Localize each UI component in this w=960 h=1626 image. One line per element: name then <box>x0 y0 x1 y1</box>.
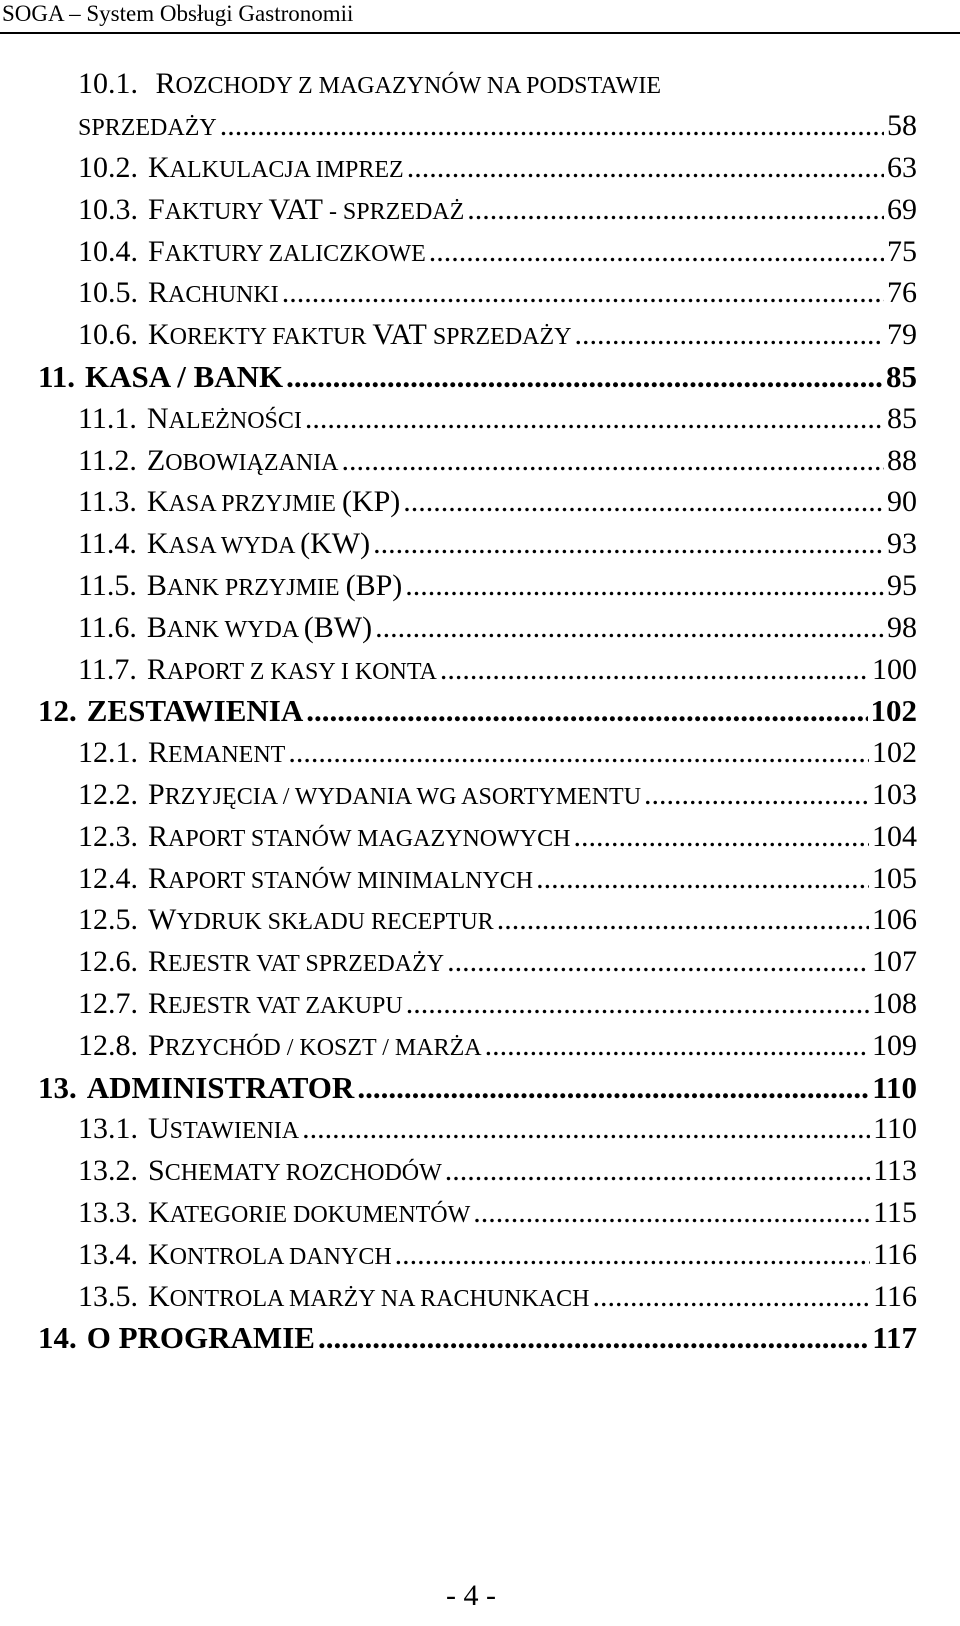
toc-entry-title-cap: F <box>148 234 165 268</box>
toc-entry-title-cap: R <box>148 987 169 1020</box>
toc-entry[interactable] <box>78 397 917 441</box>
toc-entry-title-rest: EJESTR VAT ZAKUPU <box>168 993 403 1019</box>
toc-entry-title-cap: K <box>148 318 170 352</box>
toc-entry-number: 11.3. <box>78 485 137 519</box>
toc-entry-title-cap: Z <box>146 443 166 477</box>
toc-entry[interactable] <box>78 188 917 232</box>
toc-entry-number: 11.1. <box>78 401 137 435</box>
toc-entry-title-rest: ATEGORIE DOKUMENTÓW <box>169 1202 471 1228</box>
toc-page-number: 110 <box>872 1069 917 1105</box>
toc-entry[interactable] <box>78 1233 917 1277</box>
toc-leader-dots <box>497 898 869 942</box>
toc-leader-dots <box>318 1316 869 1360</box>
toc-entry[interactable] <box>38 689 917 733</box>
toc-page-number: 95 <box>887 569 917 602</box>
toc-page-number: 110 <box>873 1112 917 1146</box>
toc-entry-title <box>148 815 570 861</box>
toc-entry-title-cap: R <box>155 67 176 100</box>
toc-entry-title-rest: SPRZEDAŻY <box>426 324 572 351</box>
toc-leader-dots <box>485 1024 869 1068</box>
toc-entry-title <box>148 1233 392 1279</box>
toc-leader-dots <box>282 271 884 315</box>
toc-entry-number: 11. <box>38 359 76 394</box>
toc-entry-title-rest: ASA WYDA <box>168 533 301 560</box>
toc-leader-dots <box>342 439 884 483</box>
toc-entry[interactable] <box>78 773 917 817</box>
toc-page-number: 103 <box>872 778 917 811</box>
toc-page-number: 109 <box>872 1028 917 1062</box>
toc-entry-title-rest: ASA PRZYJMIE <box>168 491 342 518</box>
toc-entry-title-rest: ALKULACJA IMPREZ <box>169 157 404 183</box>
toc-entry[interactable] <box>38 1066 917 1110</box>
toc-entry[interactable] <box>78 564 917 608</box>
toc-leader-dots <box>375 606 884 650</box>
toc-page-number: 104 <box>872 819 917 853</box>
toc-entry[interactable] <box>78 439 917 483</box>
toc-entry-title-cap: K <box>148 1196 170 1229</box>
toc-entry[interactable] <box>78 648 917 692</box>
toc-entry-number: 13.3. <box>78 1196 138 1229</box>
toc-page-number: 69 <box>887 192 917 226</box>
toc-entry-number: 10.2. <box>78 151 138 184</box>
toc-leader-dots <box>406 982 869 1026</box>
toc-entry-title <box>147 648 437 694</box>
toc-leader-dots <box>467 188 884 232</box>
toc-entry-title-rest: ACHUNKI <box>168 282 279 309</box>
toc-entry-number: 12.1. <box>78 736 138 770</box>
toc-entry-number: 10.4. <box>78 234 138 268</box>
toc-entry-number: 11.2. <box>78 443 137 477</box>
toc-entry-title <box>148 898 494 944</box>
toc-entry[interactable] <box>78 480 917 524</box>
toc-entry-title-rest: STAWIENIA <box>169 1118 300 1145</box>
toc-entry[interactable] <box>78 522 917 566</box>
toc-page-number: 107 <box>872 945 917 979</box>
toc-entry[interactable] <box>78 1107 917 1151</box>
toc-entry-title-cap: R <box>146 652 167 686</box>
toc-entry-title-rest: EMANENT <box>168 742 286 769</box>
toc-entry[interactable] <box>38 355 917 399</box>
toc-entry-number: 13.2. <box>78 1154 138 1188</box>
toc-entry-number: 12.8. <box>78 1028 138 1062</box>
toc-entry-title: ZESTAWIENIA <box>86 693 304 729</box>
toc-entry-title-cap: N <box>146 401 169 435</box>
toc-entry-title-rest: ONTROLA DANYCH <box>169 1243 392 1270</box>
toc-entry-title <box>147 564 402 610</box>
toc-leader-dots <box>302 1107 870 1151</box>
toc-entry-title: O PROGRAMIE <box>86 1320 315 1356</box>
toc-entry[interactable] <box>78 731 917 775</box>
toc-page-number: 116 <box>873 1279 917 1313</box>
toc-page-number: 90 <box>887 485 917 519</box>
toc-entry[interactable] <box>78 230 917 274</box>
toc-entry-number: 10.1. <box>78 67 138 100</box>
toc-entry-title-rest: AKTURY <box>164 198 269 225</box>
toc-leader-dots <box>473 1191 870 1235</box>
toc-entry-title-rest: ANK PRZYJMIE <box>166 575 346 601</box>
toc-page-number: 100 <box>872 652 917 686</box>
toc-entry-title <box>148 1191 470 1237</box>
toc-entry[interactable] <box>78 982 917 1026</box>
toc-entry-title-cap: R <box>148 945 169 979</box>
toc-entry-number: 12.4. <box>78 861 138 895</box>
toc-leader-dots <box>575 313 885 357</box>
toc-entry-title-cap: F <box>148 192 165 226</box>
toc-entry-title-cap: K <box>146 485 169 519</box>
toc-entry-title-rest: APORT STANÓW MAGAZYNOWYCH <box>168 825 571 852</box>
toc-leader-dots <box>592 1275 870 1319</box>
toc-leader-dots <box>447 940 869 984</box>
toc-entry-title-cap: (BW) <box>303 610 373 644</box>
toc-page-number: 116 <box>873 1237 917 1271</box>
toc-entry-title-rest: EJESTR VAT SPRZEDAŻY <box>168 951 445 978</box>
toc-entry[interactable] <box>78 815 917 859</box>
toc-entry-title <box>148 1149 442 1195</box>
toc-entry-title-cap: K <box>148 1279 170 1313</box>
toc-entry-title-cap: (KP) <box>341 485 401 519</box>
toc-leader-dots <box>395 1233 870 1277</box>
toc-entry[interactable] <box>78 1149 917 1193</box>
toc-entry-title-rest: OREKTY FAKTUR <box>169 324 373 351</box>
toc-entry-title <box>148 146 404 192</box>
toc-entry-number: 11.6. <box>78 610 137 644</box>
toc-entry-title <box>148 1024 482 1070</box>
toc-entry-title-cap: S <box>148 1154 165 1188</box>
toc-leader-dots <box>288 731 869 775</box>
toc-entry-title-rest: RZYCHÓD / KOSZT / MARŻA <box>164 1034 482 1061</box>
toc-entry-title <box>148 731 285 777</box>
toc-entry-10-1-line1 <box>78 62 661 108</box>
toc-entry-title-cap: R <box>148 276 169 310</box>
toc-entry-title-cap: B <box>146 569 167 602</box>
toc-entry-title <box>148 230 426 276</box>
toc-entry-number: 13.1. <box>78 1112 138 1146</box>
toc-page-number: 63 <box>887 151 917 184</box>
toc-entry-number: 12.6. <box>78 945 138 979</box>
toc-leader-dots <box>373 522 884 566</box>
toc-entry-title <box>147 522 370 568</box>
toc-entry-title-cap: VAT <box>372 318 427 352</box>
toc-leader-dots <box>429 230 884 274</box>
toc-entry-number: 10.5. <box>78 276 138 310</box>
toc-leader-dots <box>644 773 869 817</box>
toc-entry[interactable] <box>78 940 917 984</box>
toc-page-number: 102 <box>872 736 917 770</box>
toc-page-number: 79 <box>887 318 917 352</box>
toc-entry-number: 12.7. <box>78 987 138 1020</box>
toc-entry-title <box>147 439 339 485</box>
toc-page-number: 85 <box>887 401 917 435</box>
toc-entry-title-rest: ONTROLA MARŻY NA RACHUNKACH <box>169 1285 590 1312</box>
toc-entry-title-cap: R <box>148 861 169 895</box>
toc-entry-title-cap: B <box>146 610 167 644</box>
toc-leader-dots <box>440 648 869 692</box>
toc-page-number: 98 <box>887 610 917 644</box>
toc-entry-title-continued: SPRZEDAŻY <box>78 115 217 141</box>
toc-entry-10-1-line2[interactable] <box>78 104 917 148</box>
toc-entry-number: 13.4. <box>78 1237 138 1271</box>
toc-entry-title-cap: R <box>148 819 169 853</box>
toc-entry-title-cap: K <box>148 151 170 184</box>
toc-entry-title <box>148 982 403 1028</box>
toc-leader-dots <box>305 397 884 441</box>
footer-page-number: - 4 - <box>446 1579 496 1612</box>
toc-page-number: 106 <box>872 903 917 937</box>
toc-entry[interactable] <box>78 1191 917 1235</box>
toc-page-number: 113 <box>873 1154 917 1188</box>
toc-page-number: 85 <box>886 359 917 394</box>
toc-entry[interactable] <box>78 146 917 190</box>
toc-entry-title: KASA / BANK <box>85 359 284 394</box>
toc-page-number: 115 <box>873 1196 917 1229</box>
toc-entry-title-rest: RZYJĘCIA / WYDANIA WG ASORTYMENTU <box>164 784 642 810</box>
toc-entry-title <box>148 940 444 986</box>
toc-page-number: 88 <box>887 443 917 477</box>
toc-page-number: 75 <box>887 234 917 268</box>
toc-leader-dots <box>403 480 884 524</box>
toc-entry-title <box>148 271 279 317</box>
toc-leader-dots <box>357 1066 869 1110</box>
toc-leader-dots <box>306 689 867 733</box>
toc-entry-title-rest: ALEŻNOŚCI <box>168 407 302 434</box>
toc-leader-dots <box>536 857 869 901</box>
toc-leader-dots <box>220 104 884 148</box>
toc-entry-number: 12.2. <box>78 778 138 811</box>
toc-entry-title-rest: YDRUK SKŁADU RECEPTUR <box>176 909 494 936</box>
toc-entry[interactable] <box>78 271 917 315</box>
toc-entry-title <box>148 857 533 903</box>
toc-entry-number: 11.5. <box>78 569 137 602</box>
toc-entry-title-rest: OBOWIĄZANIA <box>165 449 339 476</box>
toc-entry-title-cap: (KW) <box>300 527 371 561</box>
toc-entry-title-rest: AKTURY ZALICZKOWE <box>164 240 426 267</box>
toc-entry-title-cap: K <box>148 1237 170 1271</box>
toc-entry-number: 12.5. <box>78 903 138 937</box>
toc-entry-title <box>147 397 302 443</box>
toc-entry-title-cap: K <box>146 527 169 561</box>
toc-entry-number: 13. <box>38 1069 77 1105</box>
toc-entry[interactable] <box>38 1316 917 1360</box>
toc-entry[interactable] <box>78 857 917 901</box>
toc-page-number: 117 <box>872 1320 917 1356</box>
toc-entry-title <box>148 1107 299 1153</box>
toc-page-number: 76 <box>887 276 917 310</box>
toc-leader-dots <box>405 564 884 608</box>
toc-entry-number: 12. <box>38 693 77 729</box>
toc-entry-title-cap: (BP) <box>345 569 403 602</box>
toc-entry-number: 11.7. <box>78 652 137 686</box>
toc-entry-number: 10.6. <box>78 318 138 352</box>
toc-entry[interactable] <box>78 606 917 650</box>
toc-entry-title-rest: APORT Z KASY I KONTA <box>166 658 437 685</box>
toc-page-number: 93 <box>887 527 917 561</box>
toc-leader-dots <box>445 1149 870 1193</box>
toc-entry-title <box>148 188 464 234</box>
toc-entry-title-cap: P <box>148 778 165 811</box>
toc-entry-title <box>148 773 641 819</box>
toc-entry-title-rest: CHEMATY ROZCHODÓW <box>164 1160 442 1187</box>
toc-entry[interactable] <box>78 1024 917 1068</box>
toc-entry-title-cap: U <box>148 1112 170 1146</box>
toc-entry-title-cap: W <box>148 903 177 937</box>
page-footer <box>0 1576 960 1616</box>
header-title: SOGA – System Obsługi Gastronomii <box>2 1 354 26</box>
toc-entry-number: 12.3. <box>78 819 138 853</box>
toc-entry-title-cap: R <box>148 736 169 770</box>
toc-entry-title: ADMINISTRATOR <box>86 1069 355 1105</box>
toc-entry-title <box>148 313 572 359</box>
toc-entry-title-cap: VAT <box>268 192 323 226</box>
toc-entry[interactable] <box>78 1275 917 1319</box>
toc-page-number: 58 <box>887 109 917 142</box>
toc-entry-number: 10.3. <box>78 192 138 226</box>
toc-entry-title-cap: P <box>148 1028 165 1062</box>
toc-entry-title-rest: - SPRZEDAŻ <box>322 198 465 225</box>
toc-leader-dots <box>286 355 883 399</box>
toc-entry-title <box>147 480 400 526</box>
toc-entry-title <box>147 606 372 652</box>
toc-entry[interactable] <box>78 898 917 942</box>
toc-page-number: 108 <box>872 987 917 1020</box>
toc-leader-dots <box>573 815 869 859</box>
toc-page-number: 105 <box>872 861 917 895</box>
toc-entry-title <box>148 1275 589 1321</box>
toc-entry-number: 11.4. <box>78 527 137 561</box>
toc-entry-number: 14. <box>38 1320 77 1356</box>
toc-entry-title-rest: OZCHODY Z MAGAZYNÓW NA PODSTAWIE <box>175 73 661 99</box>
toc-entry[interactable] <box>78 313 917 357</box>
toc-entry-title-rest: APORT STANÓW MINIMALNYCH <box>168 867 534 894</box>
toc-page-number: 102 <box>870 693 917 729</box>
toc-leader-dots <box>407 146 884 190</box>
toc-entry-number: 13.5. <box>78 1279 138 1313</box>
toc-entry-title-rest: ANK WYDA <box>166 616 304 643</box>
